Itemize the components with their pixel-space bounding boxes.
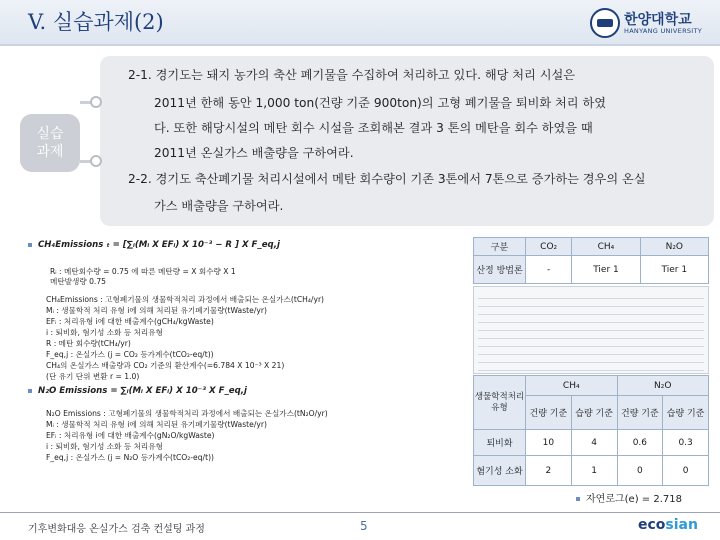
table-row-label: 퇴비화 bbox=[474, 430, 526, 456]
table-header: N₂O bbox=[640, 238, 708, 256]
formula-line: N₂O Emissions : 고형폐기물의 생물학적처리 과정에서 배출되는 온실가스(tN₂O/yr) bbox=[46, 409, 328, 418]
formula-section bbox=[28, 236, 483, 494]
table-subheader: 습량 기준 bbox=[663, 396, 709, 430]
table-cell: Tier 1 bbox=[572, 256, 640, 284]
side-label bbox=[20, 114, 80, 172]
logo-name: 한양대학교 bbox=[624, 12, 692, 28]
formula-line: (단 유기 단위 변환 r = 1.0) bbox=[46, 372, 140, 381]
formula-line: CH₄의 온실가스 배출량과 CO₂ 기준의 환산계수(=6.784 X 10⁻³ X 21) bbox=[46, 361, 285, 370]
table-cell: - bbox=[526, 256, 572, 284]
table-subheader: 습량 기준 bbox=[571, 396, 617, 430]
n2o-formula-heading bbox=[28, 386, 247, 396]
logo-subtitle: HANYANG UNIVERSITY bbox=[624, 27, 703, 35]
slide-title: V. 실습과제(2) bbox=[28, 10, 164, 34]
table-cell: Tier 1 bbox=[640, 256, 708, 284]
task-line: 2-1. 경기도는 돼지 농가의 축산 폐기물을 수집하여 처리하고 있다. 해당 처리 시설은 bbox=[128, 68, 576, 82]
formula-line: i : 퇴비화, 혐기성 소화 등 처리유형 bbox=[46, 328, 163, 337]
ecosian-logo bbox=[638, 517, 698, 533]
table-subheader: 건량 기준 bbox=[617, 396, 663, 430]
reference-sheet-thumbnail bbox=[473, 286, 709, 374]
formula-line: Mᵢ : 생물학적 처리 유형 i에 의해 처리된 유기폐기물량(tWaste/yr) bbox=[46, 420, 267, 429]
table-cell: 2 bbox=[526, 456, 572, 486]
formula-line: F_eq,j : 온실가스 (j = N₂O 등가계수(tCO₂-eq/t)) bbox=[46, 453, 214, 462]
task-line: 2011년 한해 동안 1,000 ton(건량 기준 900ton)의 고형 폐기물을 퇴비화 처리 하였 bbox=[154, 96, 606, 110]
table-header: 구분 bbox=[474, 238, 526, 256]
methodology-table bbox=[473, 237, 709, 284]
table-group-header: N₂O bbox=[617, 376, 709, 396]
formula-line: Mᵢ : 생물학적 처리 유형 i에 의해 처리된 유기폐기물량(tWaste/yr) bbox=[46, 306, 267, 315]
formula-line: EFᵢ : 처리유형 i에 대한 배출계수(gCH₄/kgWaste) bbox=[46, 317, 214, 326]
logo-text-main: eco bbox=[638, 517, 666, 533]
bullet-icon bbox=[576, 497, 580, 501]
task-line: 가스 배출량을 구하여라. bbox=[154, 199, 284, 213]
university-emblem-icon bbox=[590, 8, 620, 38]
task-line: 2-2. 경기도 축산폐기물 처리시설에서 메탄 회수량이 기존 3톤에서 7톤으로 증가하는 경우의 온실 bbox=[128, 172, 646, 186]
table-subheader: 건량 기준 bbox=[526, 396, 572, 430]
bullet-icon bbox=[28, 389, 32, 393]
task-line: 다. 또한 해당시설의 메탄 회수 시설을 조회해본 결과 3 톤의 메탄을 회수 하였을 때 bbox=[154, 121, 593, 135]
connector-dot bbox=[90, 155, 102, 167]
table-cell: 0.6 bbox=[617, 430, 663, 456]
ch4-formula-heading bbox=[28, 240, 280, 250]
n2o-formula: N₂O Emissions = ∑ᵢ(Mᵢ X EFᵢ) X 10⁻³ X F_eq,j bbox=[38, 386, 247, 396]
table-header: CO₂ bbox=[526, 238, 572, 256]
course-name: 기후변화대응 온실가스 검축 컨설팅 과정 bbox=[28, 524, 205, 535]
formula-line: R : 메탄 회수량(tCH₄/yr) bbox=[46, 339, 131, 348]
task-line: 2011년 온실가스 배출량을 구하여라. bbox=[154, 146, 354, 160]
side-label-line: 과제 bbox=[36, 144, 64, 160]
formula-line: CH₄Emissions : 고형폐기물의 생물학적처리 과정에서 배출되는 온실가스(tCH₄/yr) bbox=[46, 295, 325, 304]
connector-dot bbox=[90, 96, 102, 108]
emission-factor-table bbox=[473, 375, 709, 486]
table-corner: 생물학적처리 유형 bbox=[474, 376, 526, 430]
page-number: 5 bbox=[360, 519, 368, 533]
formula-line: 메탄발생량 0.75 bbox=[50, 277, 106, 286]
table-cell: 1 bbox=[571, 456, 617, 486]
note-text: 자연로그(e) = 2.718 bbox=[586, 494, 682, 505]
bullet-icon bbox=[28, 243, 32, 247]
table-cell: 0 bbox=[617, 456, 663, 486]
table-cell: 0.3 bbox=[663, 430, 709, 456]
table-cell: 0 bbox=[663, 456, 709, 486]
slide-header bbox=[0, 0, 720, 46]
table-header: CH₄ bbox=[572, 238, 640, 256]
logo-text-accent: sian bbox=[665, 517, 698, 533]
table-cell: 10 bbox=[526, 430, 572, 456]
university-logo bbox=[590, 8, 708, 40]
side-label-line: 실습 bbox=[36, 126, 64, 142]
formula-line: EFᵢ : 처리유형 i에 대한 배출계수(gN₂O/kgWaste) bbox=[46, 431, 215, 440]
formula-line: i : 퇴비화, 혐기성 소화 등 처리유형 bbox=[46, 442, 163, 451]
formula-line: Rᵢ : 메탄회수량 = 0.75 에 따른 메탄량 = X 회수량 X 1 bbox=[50, 267, 236, 276]
formula-line: F_eq,j : 온실가스 (j = CO₂ 등가계수(tCO₂-eq/t)) bbox=[46, 350, 214, 359]
table-row-label: 혐기성 소화 bbox=[474, 456, 526, 486]
table-group-header: CH₄ bbox=[526, 376, 618, 396]
table-cell: 4 bbox=[571, 430, 617, 456]
natural-log-note bbox=[576, 490, 682, 505]
table-row-label: 산정 방법론 bbox=[474, 256, 526, 284]
ch4-formula: CH₄Emissions ₜ = [∑ᵢ(Mᵢ X EFᵢ) X 10⁻³ − R ] X F_eq,j bbox=[38, 240, 280, 250]
footer-divider bbox=[0, 512, 720, 513]
